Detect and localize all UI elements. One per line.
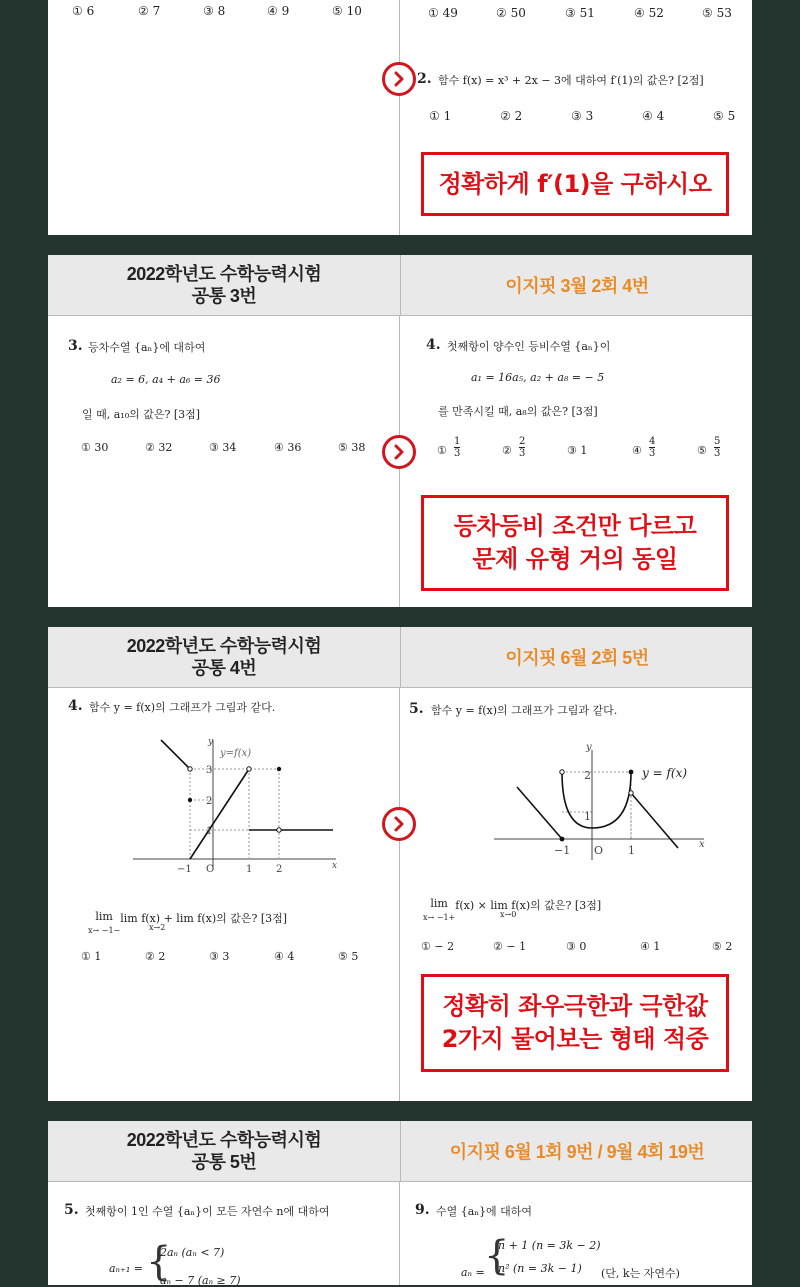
origin-label: O: [594, 844, 604, 857]
fraction: 5 3: [714, 436, 721, 459]
callout-line: 2가지 물어보는 형태 적중: [441, 1025, 709, 1053]
x-tick: 1: [246, 864, 253, 875]
limit-subscript: x→0: [500, 910, 517, 919]
choice: ② 2: [145, 950, 166, 963]
choice: ③ 1: [567, 444, 588, 457]
question-text: 첫째항이 1인 수열 {aₙ}이 모든 자연수 n에 대하여: [85, 1205, 330, 1218]
condition-note: (단, k는 자연수): [601, 1267, 680, 1280]
limit-expression: lim x→ −1+f(x) × lim f(x)의 값은? [3점]: [423, 897, 602, 922]
condition: a₁ = 16a₅, a₂ + a₈ = − 5: [471, 371, 605, 384]
condition: a₂ = 6, a₄ + a₆ = 36: [111, 373, 221, 386]
comparison-card-3: [48, 627, 752, 1101]
callout-line: 정확하게 f′(1)을 구하시오: [438, 169, 712, 198]
choice: ② 7: [138, 4, 161, 18]
choice: ③ 34: [209, 441, 237, 454]
next-arrow-icon: [382, 435, 416, 469]
x-axis-label: x: [699, 839, 705, 850]
question-text: 첫째항이 양수인 등비수열 {aₙ}이: [447, 340, 611, 353]
limit-subscript: x→2: [149, 923, 166, 932]
y-tick: 2: [584, 769, 591, 782]
question-ask: 를 만족시킬 때, a₈의 값은? [3점]: [438, 405, 598, 418]
comparison-card-4: [48, 1121, 752, 1285]
y-tick: 1: [206, 826, 213, 837]
comparison-card-2: [48, 255, 752, 607]
question-text: 등차수열 {aₙ}에 대하여: [88, 341, 206, 354]
question-number: 9.: [415, 1202, 430, 1218]
brace: {: [146, 1239, 172, 1285]
recurrence-lhs: aₙ₊₁ =: [109, 1262, 143, 1275]
choice: ② − 1: [493, 940, 527, 953]
question-number: 3.: [68, 338, 83, 354]
choice-mark: ④: [632, 444, 642, 457]
question-text: 수열 {aₙ}에 대하여: [436, 1205, 533, 1218]
card-header: [48, 1121, 752, 1182]
question-number: 4.: [426, 337, 441, 353]
y-axis-label: y: [586, 742, 592, 753]
choice-mark: ②: [502, 444, 512, 457]
brace: {: [484, 1233, 510, 1279]
choice: ① 49: [428, 6, 458, 20]
choice: ② 50: [496, 6, 526, 20]
choice: ③ 51: [565, 6, 595, 20]
question-number: 5.: [409, 701, 424, 717]
choice: ④ 4: [642, 109, 665, 123]
matched-source-title: 이지핏 3월 2회 4번: [505, 276, 649, 296]
question-text: 함수 y = f(x)의 그래프가 그림과 같다.: [89, 701, 276, 714]
choice: ⑤ 5: [713, 109, 736, 123]
choice: ④ 1: [640, 940, 661, 953]
choice: ⑤ 38: [338, 441, 366, 454]
choice: ④ 9: [267, 4, 290, 18]
fraction: 1 3: [454, 436, 461, 459]
case-row: 2aₙ (aₙ < 7): [160, 1246, 225, 1259]
fraction: 2 3: [519, 436, 526, 459]
question-ask: 일 때, a₁₀의 값은? [3점]: [82, 408, 201, 421]
fraction: 4 3: [649, 436, 656, 459]
y-axis-label: y: [208, 737, 214, 747]
highlight-callout: [421, 974, 729, 1072]
callout-line: 등차등비 조건만 다르고: [453, 512, 697, 540]
choice-mark: ⑤: [697, 444, 707, 457]
choice: ⑤ 53: [702, 6, 732, 20]
next-arrow-icon: [382, 807, 416, 841]
fn-label: y = f(x): [642, 766, 688, 780]
choice: ③ 3: [209, 950, 230, 963]
choice: ④ 36: [274, 441, 302, 454]
question-text: 함수 y = f(x)의 그래프가 그림과 같다.: [431, 704, 618, 717]
exam-source-title: 2022학년도 수학능력시험 공통 5번: [48, 1121, 401, 1181]
x-axis-label: x: [332, 861, 338, 871]
choice: ③ 0: [566, 940, 587, 953]
callout-line: 정확히 좌우극한과 극한값: [442, 992, 708, 1020]
choice: ① 1: [429, 109, 452, 123]
callout-line: 문제 유형 거의 동일: [472, 545, 678, 573]
choice: ② 2: [500, 109, 523, 123]
choice: ⑤ 10: [332, 4, 362, 18]
x-tick: −1: [177, 864, 192, 875]
highlight-callout: [421, 495, 729, 591]
comparison-card-1: [48, 0, 752, 235]
choice: ① 30: [81, 441, 109, 454]
exam-source-title: 2022학년도 수학능력시험 공통 4번: [48, 627, 401, 687]
recurrence-lhs: aₙ =: [461, 1266, 485, 1279]
limit-expression: lim x→ −1−lim f(x) + lim f(x)의 값은? [3점]: [88, 910, 288, 935]
question-text: 함수 f(x) = x³ + 2x − 3에 대하여 f′(1)의 값은? [2점]: [438, 74, 704, 87]
origin-label: O: [206, 864, 215, 875]
choice: ⑤ 2: [712, 940, 733, 953]
choice: ② 32: [145, 441, 173, 454]
choice: ① 6: [72, 4, 95, 18]
choice: ③ 8: [203, 4, 226, 18]
y-tick: 1: [584, 810, 591, 823]
column-divider: [399, 1182, 400, 1285]
choice-mark: ①: [437, 444, 447, 457]
y-tick: 3: [206, 765, 213, 776]
function-graph: [128, 730, 343, 875]
card-header: [48, 627, 752, 688]
exam-source-title: 2022학년도 수학능력시험 공통 3번: [48, 255, 401, 315]
card-header: [48, 255, 752, 316]
x-tick: 1: [628, 844, 635, 857]
choice: ① − 2: [421, 940, 455, 953]
choice: ① 1: [81, 950, 102, 963]
choice: ④ 4: [274, 950, 295, 963]
column-divider: [399, 688, 400, 1101]
question-number: 5.: [64, 1202, 79, 1218]
column-divider: [399, 0, 400, 235]
x-tick: −1: [554, 844, 571, 857]
choice: ⑤ 5: [338, 950, 359, 963]
y-tick: 2: [206, 796, 213, 807]
question-number: 2.: [417, 71, 432, 87]
function-graph: [490, 740, 710, 865]
x-tick: 2: [276, 864, 283, 875]
case-row: aₙ − 7 (aₙ ≥ 7): [160, 1274, 241, 1287]
question-number: 4.: [68, 698, 83, 714]
matched-source-title: 이지핏 6월 2회 5번: [505, 648, 649, 668]
choice: ④ 52: [634, 6, 664, 20]
case-row: n² (n = 3k − 1): [498, 1262, 582, 1275]
case-row: n + 1 (n = 3k − 2): [498, 1239, 601, 1252]
highlight-callout: [421, 152, 729, 216]
choice: ③ 3: [571, 109, 594, 123]
fn-label: y=f(x): [220, 748, 252, 759]
next-arrow-icon: [382, 62, 416, 96]
matched-source-title: 이지핏 6월 1회 9번 / 9월 4회 19번: [449, 1142, 705, 1162]
